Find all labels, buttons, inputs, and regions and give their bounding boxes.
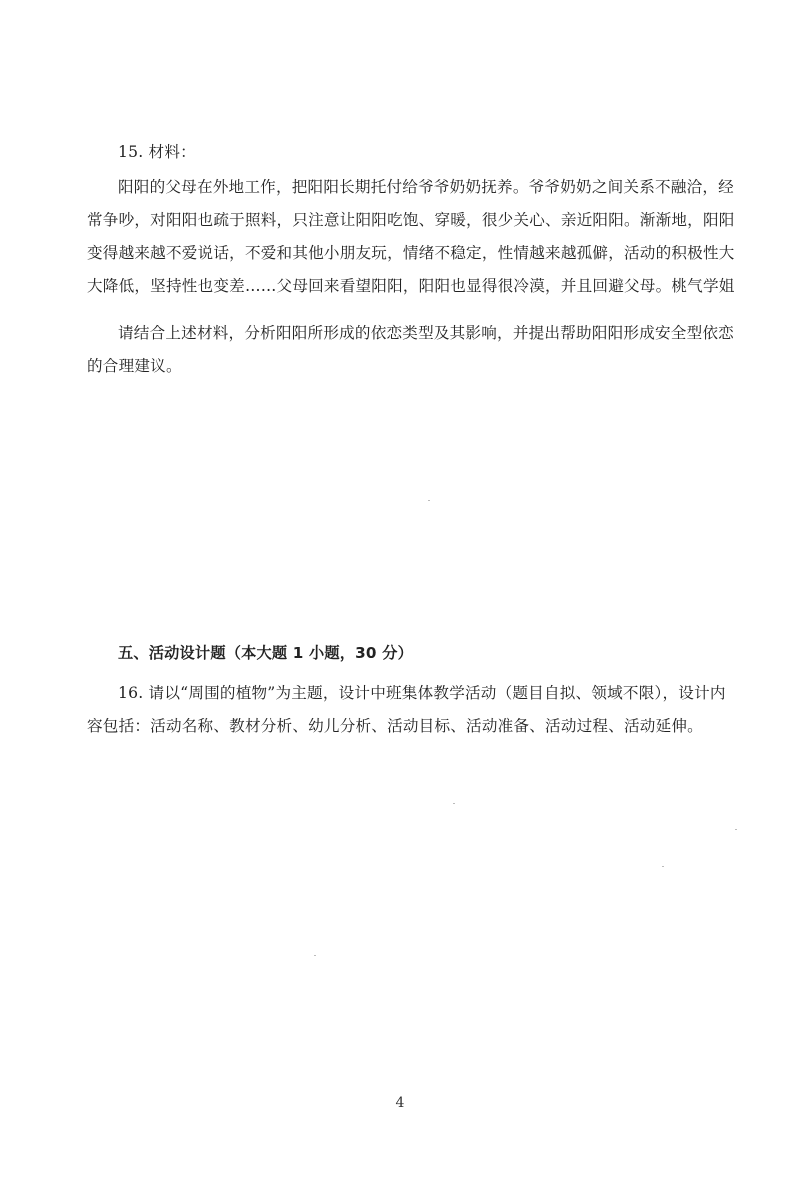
- question-15-material-line-1: 阳阳的父母在外地工作，把阳阳长期托付给爷爷奶奶抚养。爷爷奶奶之间关系不融洽，经: [118, 178, 734, 196]
- question-15-prompt-line-2: 的合理建议。: [87, 357, 182, 375]
- section-5-title: 五、活动设计题（本大题 1 小题，30 分）: [118, 644, 413, 662]
- question-15-material-line-4: 大降低，坚持性也变差……父母回来看望阳阳，阳阳也显得很冷漠，并且回避父母。桃气学姐: [87, 277, 735, 295]
- page-number: 4: [395, 1095, 405, 1111]
- scan-speck: [314, 955, 316, 956]
- question-15-material-line-2: 常争吵，对阳阳也疏于照料，只注意让阳阳吃饱、穿暖，很少关心、亲近阳阳。渐渐地，阳阳: [87, 211, 735, 229]
- scan-speck: [453, 803, 455, 804]
- question-15-material-line-3: 变得越来越不爱说话，不爱和其他小朋友玩，情绪不稳定，性情越来越孤僻，活动的积极性大: [87, 244, 735, 262]
- question-16-line-1: 16. 请以“周围的植物”为主题，设计中班集体教学活动（题目自拟、领域不限），设计内: [118, 684, 726, 702]
- scan-speck: [662, 866, 664, 867]
- scan-speck: [428, 500, 430, 501]
- question-15-prompt-line-1: 请结合上述材料，分析阳阳所形成的依恋类型及其影响，并提出帮助阳阳形成安全型依恋: [118, 324, 734, 342]
- question-15-label: 15. 材料：: [118, 143, 196, 161]
- scan-speck: [735, 829, 737, 830]
- question-16-line-2: 容包括：活动名称、教材分析、幼儿分析、活动目标、活动准备、活动过程、活动延伸。: [87, 717, 703, 735]
